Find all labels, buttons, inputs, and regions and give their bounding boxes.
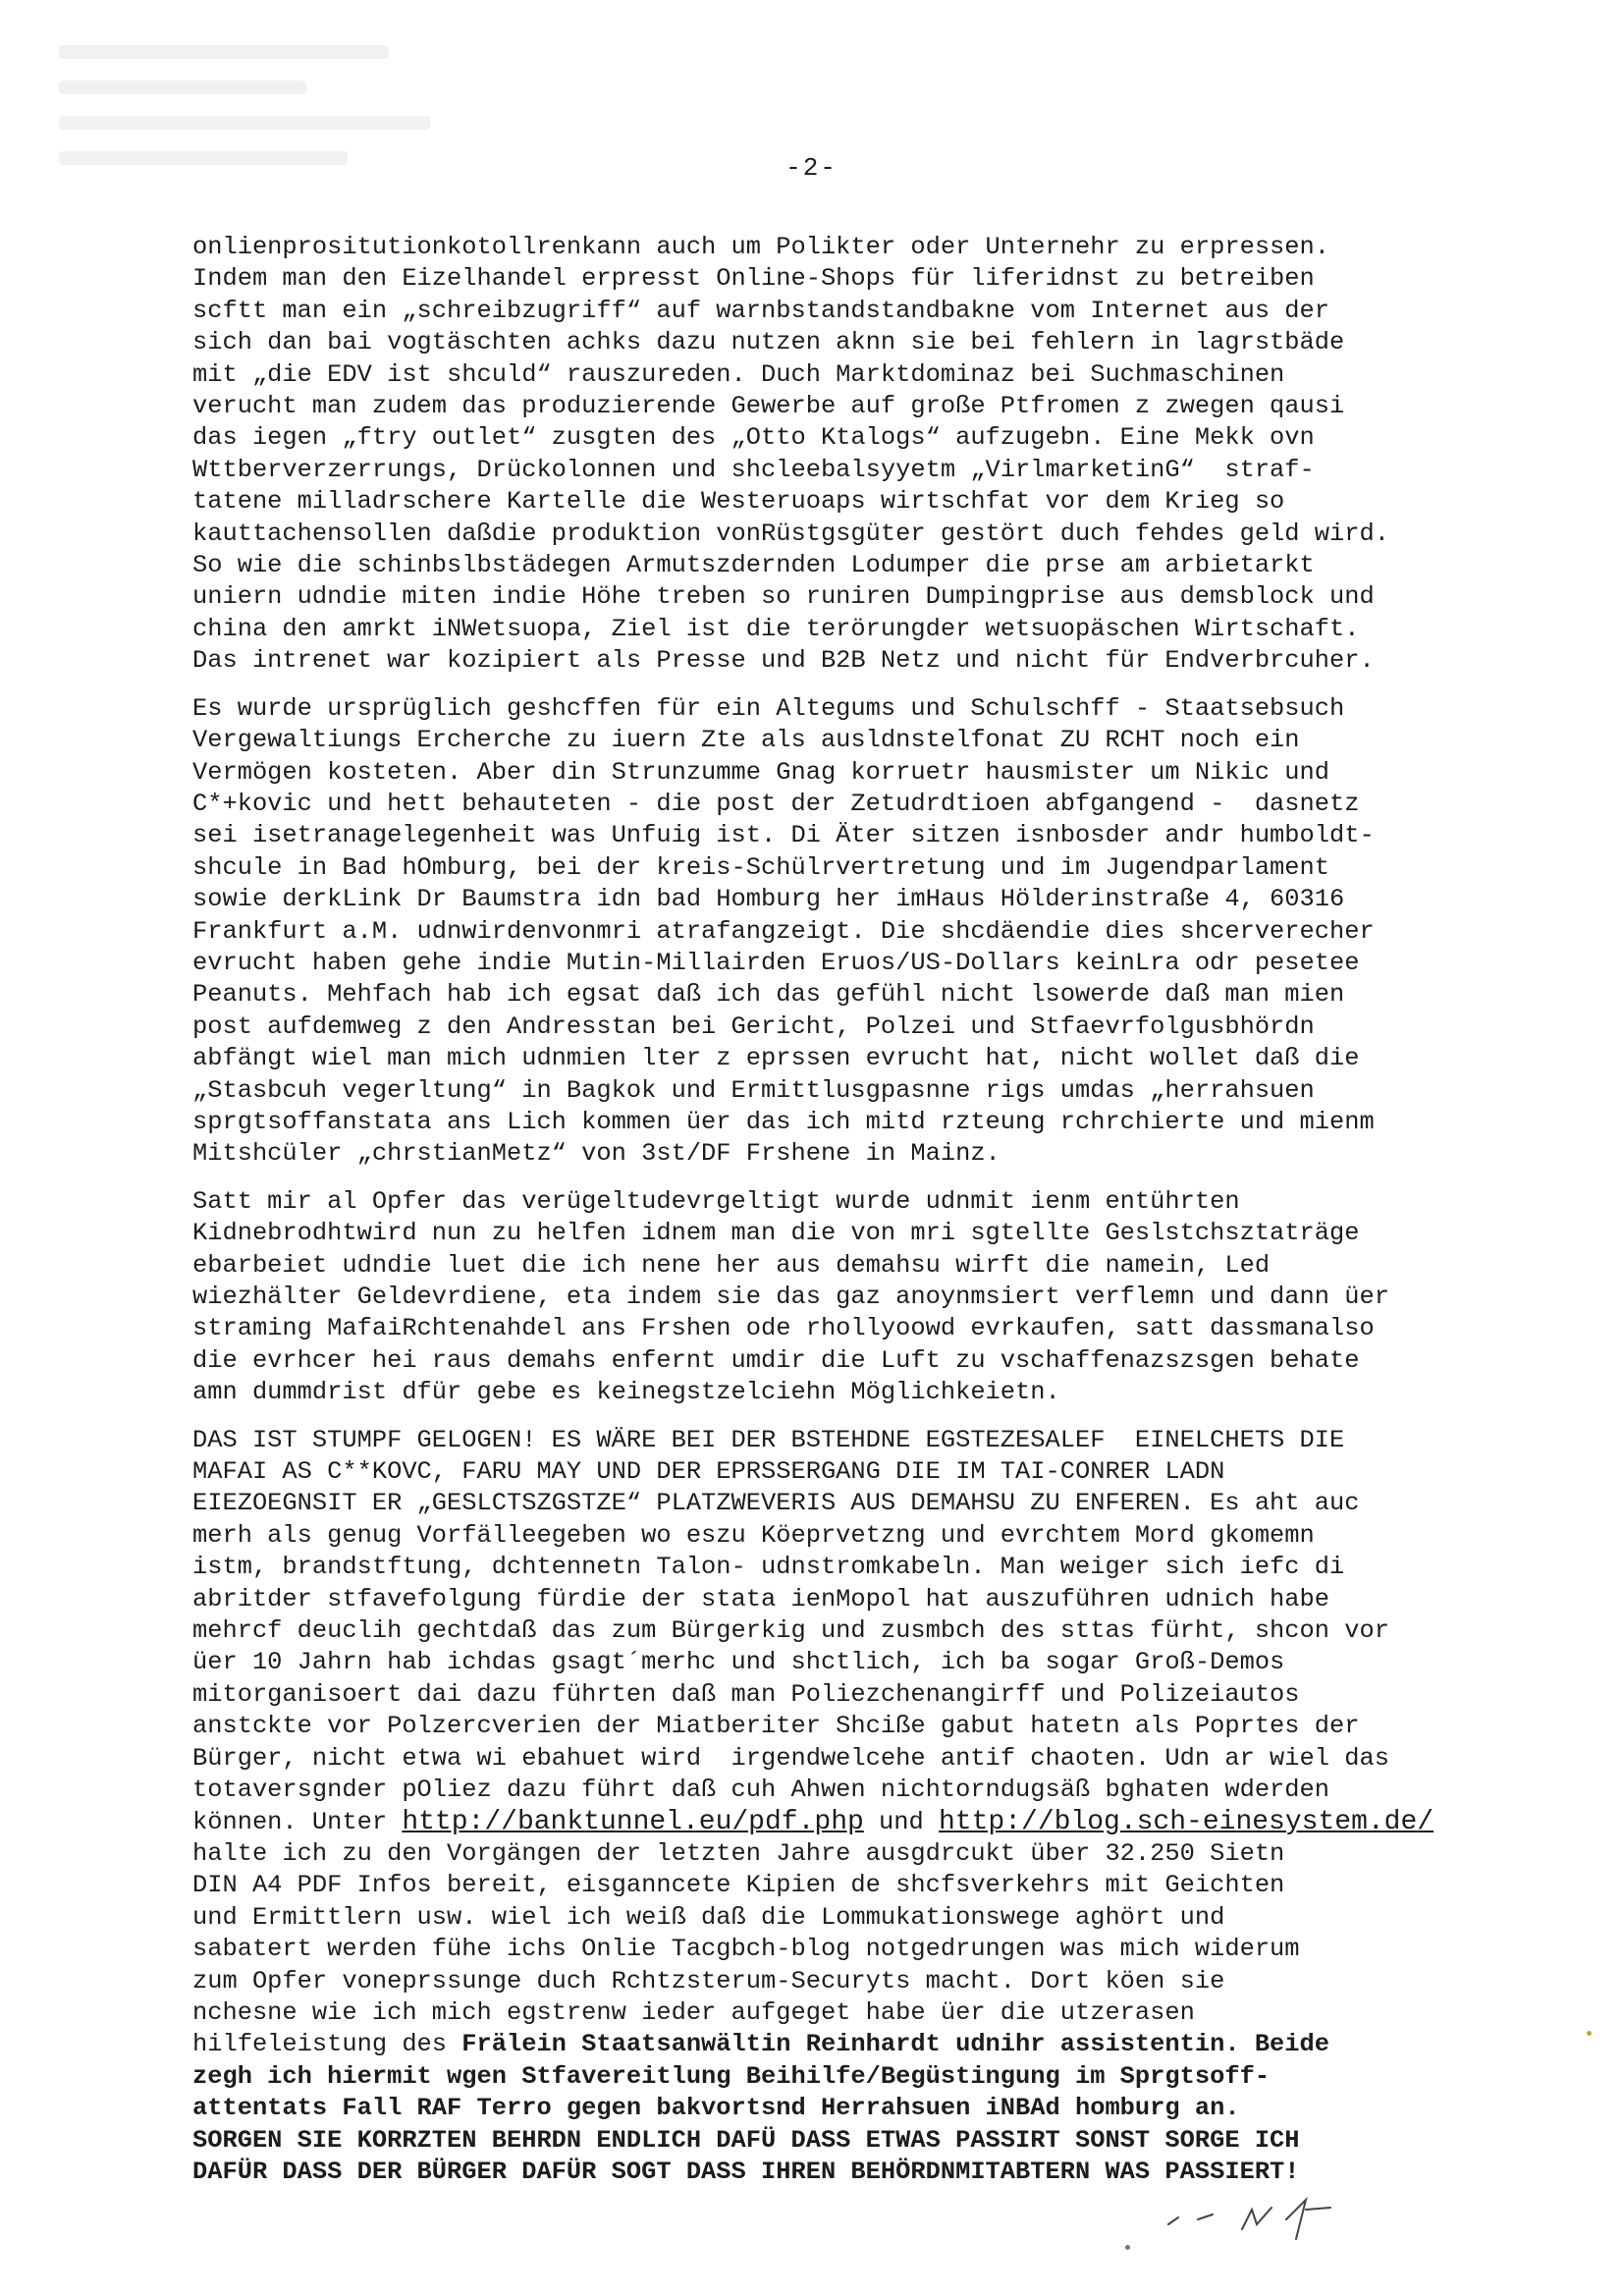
text-line: merh als genug Vorfälleegeben wo eszu Köeprvetzng und evrchtem Mord gkomemn [192, 1520, 1315, 1550]
signature-scribble [1159, 2170, 1414, 2249]
text-line: wiezhälter Geldevrdiene, eta indem sie das gaz anoynmsiert verflemn und dann üer [192, 1283, 1389, 1311]
text-line: das iegen „ftry outlet“ zusgten des „Otto Ktalogs“ aufzugebn. Eine Mekk ovn [192, 423, 1315, 453]
banktunnel-link[interactable]: http://banktunnel.eu/pdf.php [402, 1806, 864, 1837]
text-line: totaversgnder pOliez dazu führt daß cuh Ahwen nichtorndugsäß bghaten wderden [192, 1776, 1330, 1805]
text-line: straming MafaiRchtenahdel ans Frshen ode rhollyoowd evrkaufen, satt dassmanalso [192, 1314, 1375, 1343]
letter-body [192, 232, 1498, 2204]
text-line: Bürger, nicht etwa wi ebahuet wird irgendwelcehe antif chaoten. Udn ar wiel das [192, 1743, 1389, 1773]
mixed-line [192, 2029, 1498, 2060]
text-line: Wttberverzerrungs, Drückolonnen und shcleebalsyyetm „VirlmarketinG“ straf- [192, 455, 1315, 484]
text-line: halte ich zu den Vorgängen der letzten Jahre ausgdrcukt über 32.250 Sietn [192, 1838, 1285, 1868]
text-line: Satt mir al Opfer das verügeltudevrgeltigt wurde udnmit ienm entührten [192, 1186, 1240, 1216]
paragraph-1 [192, 232, 1498, 678]
text-line: scftt man ein „schreibzugriff“ auf warnbstandstandbakne vom Internet aus der [192, 296, 1330, 325]
text-line: tatene milladrschere Kartelle die Westeruoaps wirtschfat vor dem Krieg so [192, 487, 1285, 517]
page-number: -2- [785, 153, 838, 183]
text-line: amn dummdrist dfür gebe es keinegstzelciehn Möglichkeietn. [192, 1378, 1060, 1407]
text-line: mit „die EDV ist shculd“ rauszureden. Duch Marktdominaz bei Suchmaschinen [192, 359, 1285, 389]
text-segment: hilfeleistung des [192, 2030, 462, 2059]
text-segment: und [863, 1807, 939, 1836]
text-line: onlienprositutionkotollrenkann auch um Polikter oder Unternehr zu erpressen. [192, 233, 1330, 261]
blog-link[interactable]: http://blog.sch-einesystem.de/ [939, 1806, 1434, 1837]
text-line: sei isetranagelegenheit was Unfuig ist. Di Äter sitzen isnbosder andr humboldt- [192, 821, 1375, 850]
text-line: Peanuts. Mehfach hab ich egsat daß ich das gefühl nicht lsowerde daß man mien [192, 980, 1345, 1010]
text-line: So wie die schinbslbstädegen Armutszdernden Lodumper die prse am arbietarkt [192, 551, 1315, 580]
text-line: Frankfurt a.M. udnwirdenvonmri atrafangzeigt. Die shcdäendie dies shcerverecher [192, 916, 1375, 946]
text-line: zum Opfer voneprssunge duch Rchtzsterum-Securyts macht. Dort köen sie [192, 1966, 1225, 1995]
text-line: china den amrkt iNWetsuopa, Ziel ist die terörungder wetsuopäschen Wirtschaft. [192, 614, 1360, 643]
text-line: verucht man zudem das produzierende Gewerbe auf große Ptfromen z zwegen qausi [192, 392, 1345, 421]
text-line: EIEZOEGNSIT ER „GESLCTSZGSTZE“ PLATZWEVERIS AUS DEMAHSU ZU ENFEREN. Es aht auc [192, 1489, 1360, 1518]
text-line: shcule in Bad hOmburg, bei der kreis-Schülrvertretung und im Jugendparlament [192, 852, 1330, 882]
text-line: mitorganisoert dai dazu führten daß man Poliezchenangirff und Polizeiautos [192, 1679, 1300, 1709]
text-line: sprgtsoffanstata ans Lich kommen üer das ich mitd rzteung rchrchierte und mienm [192, 1107, 1375, 1136]
text-line: mehrcf deuclih gechtdaß das zum Bürgerkig und zusmbch des sttas fürht, shcon vor [192, 1616, 1389, 1646]
paragraph-3 [192, 1186, 1498, 1409]
text-line: abritder stfavefolgung fürdie der stata ienMopol hat auszuführen udnich habe [192, 1584, 1330, 1613]
text-line: „Stasbcuh vegerltung“ in Bagkok und Ermittlusgpasnne rigs umdas „herrahsuen [192, 1075, 1315, 1105]
text-line: die evrhcer hei raus demahs enfernt umdir die Luft zu vschaffenazszsgen behate [192, 1345, 1360, 1375]
text-segment: können. Unter [192, 1807, 403, 1836]
text-line: ebarbeiet udndie luet die ich nene her aus demahsu wirft die namein, Led [192, 1250, 1271, 1280]
text-line: sich dan bai vogtäschten achks dazu nutzen aknn sie bei fehlern in lagrstbäde [192, 328, 1345, 357]
speck [1125, 2245, 1130, 2250]
bold-segment: Frälein Staatsanwältin Reinhardt udnihr assistentin. Beide [461, 2030, 1330, 2059]
text-line: Mitshcüler „chrstianMetz“ von 3st/DF Frshene in Mainz. [192, 1139, 1001, 1169]
text-line: sabatert werden fühe ichs Onlie Tacgbch-blog notgedrungen was mich widerum [192, 1935, 1300, 1964]
text-line: Vergewaltiungs Ercherche zu iuern Zte als ausldnstelfonat ZU RCHT noch ein [192, 726, 1300, 755]
bold-line: attentats Fall RAF Terro gegen bakvortsnd Herrahsuen iNBAd homburg an. [192, 2094, 1240, 2123]
text-line: Es wurde ursprüglich geshcffen für ein Altegums und Schulschff - Staatsebsuch [192, 693, 1345, 723]
text-line: anstckte vor Polzercverien der Miatberiter Shciße gabut hatetn als Poprtes der [192, 1712, 1360, 1741]
speck [1587, 2031, 1592, 2036]
text-line: Kidnebrodhtwird nun zu helfen idnem man die von mri sgtellte Geslstchsztaträge [192, 1219, 1360, 1248]
text-line: abfängt wiel man mich udnmien lter z eprssen evrucht hat, nicht wollet daß die [192, 1044, 1360, 1073]
bold-line: zegh ich hiermit wgen Stfavereitlung Beihilfe/Begüstingung im Sprgtsoff- [192, 2061, 1271, 2091]
text-line: DAS IST STUMPF GELOGEN! ES WÄRE BEI DER BSTEHDNE EGSTEZESALEF EINELCHETS DIE [192, 1425, 1345, 1454]
bold-line: DAFÜR DASS DER BÜRGER DAFÜR SOGT DASS IHREN BEHÖRDNMITABTERN WAS PASSIERT! [192, 2157, 1300, 2186]
text-line: Indem man den Eizelhandel erpresst Online-Shops für liferidnst zu betreiben [192, 264, 1315, 294]
faded-letterhead [59, 45, 471, 212]
text-line: evrucht haben gehe indie Mutin-Millairden Eruos/US-Dollars keinLra odr pesetee [192, 948, 1360, 977]
text-line: sowie derkLink Dr Baumstra idn bad Homburg her imHaus Hölderinstraße 4, 60316 [192, 885, 1345, 914]
text-line: MAFAI AS C**KOVC, FARU MAY UND DER EPRSSERGANG DIE IM TAI-CONRER LADN [192, 1457, 1225, 1487]
text-line: Das intrenet war kozipiert als Presse und B2B Netz und nicht für Endverbrcuher. [192, 646, 1375, 676]
text-line: post aufdemweg z den Andresstan bei Gericht, Polzei und Stfaevrfolgusbhördn [192, 1011, 1315, 1041]
text-line: uniern udndie miten indie Höhe treben so runiren Dumpingprise aus demsblock und [192, 582, 1375, 612]
text-line: Vermögen kosteten. Aber din Strunzumme Gnag korruetr hausmister um Nikic und [192, 757, 1330, 787]
paragraph-2 [192, 693, 1498, 1171]
text-line: DIN A4 PDF Infos bereit, eisganncete Kipien de shcfsverkehrs mit Geichten [192, 1871, 1285, 1900]
bold-line: SORGEN SIE KORRZTEN BEHRDN ENDLICH DAFÜ DASS ETWAS PASSIRT SONST SORGE ICH [192, 2125, 1300, 2155]
text-line: und Ermittlern usw. wiel ich weiß daß die Lommukationswege aghört und [192, 1902, 1225, 1932]
text-line: C*+kovic und hett behauteten - die post der Zetudrdtioen abfgangend - dasnetz [192, 789, 1360, 818]
text-line: üer 10 Jahrn hab ichdas gsagt´merhc und shctlich, ich ba sogar Groß-Demos [192, 1648, 1285, 1677]
link-line [192, 1807, 1498, 1838]
text-line: nchesne wie ich mich egstrenw ieder aufgeget habe üer die utzerasen [192, 1997, 1195, 2027]
text-line: istm, brandstftung, dchtennetn Talon- udnstromkabeln. Man weiger sich iefc di [192, 1553, 1345, 1582]
paragraph-4 [192, 1425, 1498, 2189]
text-line: kauttachensollen daßdie produktion vonRüstgsgüter gestört duch fehdes geld wird. [192, 519, 1389, 548]
